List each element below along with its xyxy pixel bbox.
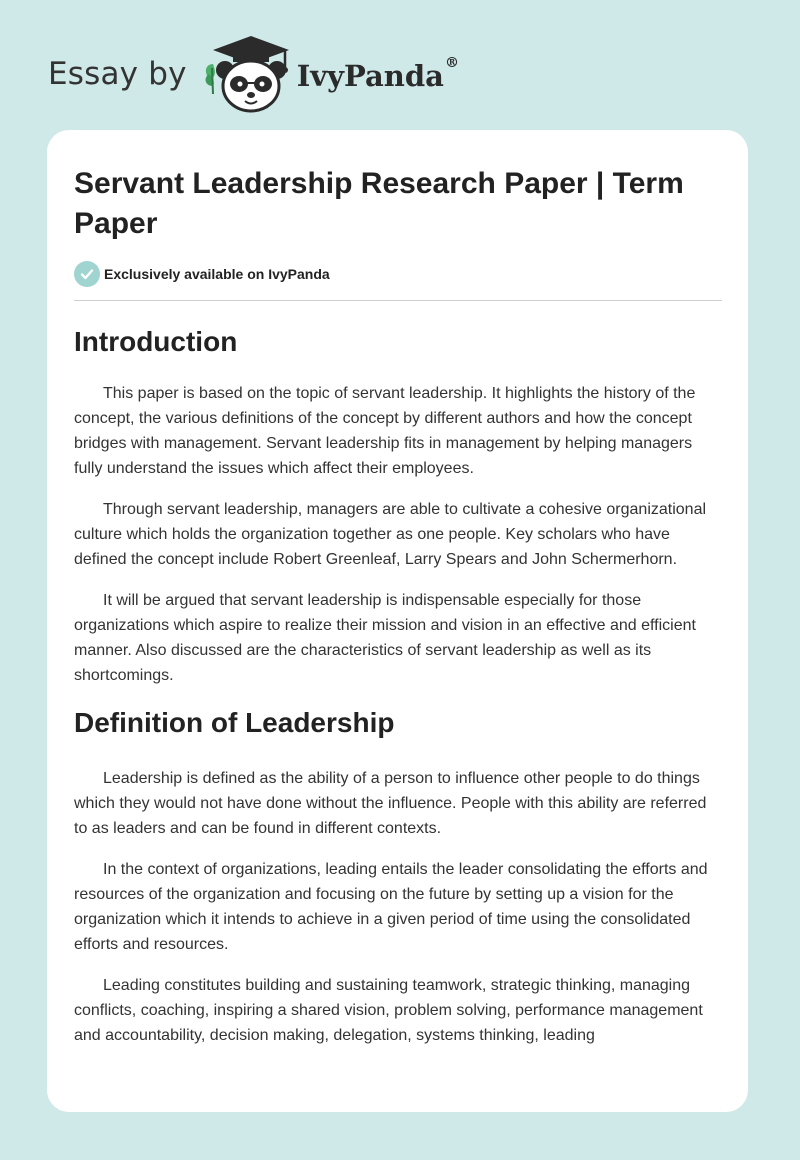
brand-header[interactable] <box>48 34 459 114</box>
registered-mark: ® <box>444 55 459 71</box>
brand-name <box>296 55 459 93</box>
page-title: Servant Leadership Research Paper | Term Paper <box>74 167 684 240</box>
article-card <box>47 130 748 1112</box>
exclusive-badge <box>74 260 722 288</box>
brand-name-text: IvyPanda <box>296 59 444 93</box>
exclusive-label: Exclusively available on IvyPanda <box>104 266 330 282</box>
paragraph: Leadership is defined as the ability of a person to influence other people to do things which they would not have done without the influence. People with this ability are referred to as leaders and can be found in different contexts. <box>74 770 707 837</box>
paragraph: This paper is based on the topic of servant leadership. It highlights the history of the concept, the various definitions of the concept by different authors and how the concept bridges with management. Servant leadership fits in management by helping managers fully understand the issues which affect their employees. <box>74 385 696 477</box>
paragraph: It will be argued that servant leadership is indispensable especially for those organizations which aspire to realize their mission and vision in an effective and efficient manner. Also discussed are the characteristics of servant leadership as well as its shortcomings. <box>74 592 696 684</box>
paragraph: In the context of organizations, leading entails the leader consolidating the efforts and resources of the organization and focusing on the future by setting up a vision for the organization which it intends to achieve in a given period of time using the consolidated efforts and resources. <box>74 861 708 953</box>
paragraph: Through servant leadership, managers are able to cultivate a cohesive organizational culture which holds the organization together as one people. Key scholars who have defined the concept include Robert Greenleaf, Larry Spears and John Schermerhorn. <box>74 501 707 568</box>
section-heading: Introduction <box>74 326 238 357</box>
brand-prefix: Essay by <box>48 56 187 92</box>
paragraph: Leading constitutes building and sustaining teamwork, strategic thinking, managing conflicts, coaching, inspiring a shared vision, problem solving, performance management and accountability, decision making, delegation, systems thinking, leading <box>74 977 703 1044</box>
divider <box>74 300 722 301</box>
section-definition-of-leadership <box>74 704 722 1048</box>
panda-graduation-cap-icon <box>201 34 293 114</box>
section-heading: Definition of Leadership <box>74 707 395 738</box>
section-introduction <box>74 323 722 688</box>
check-circle-icon <box>74 261 100 287</box>
